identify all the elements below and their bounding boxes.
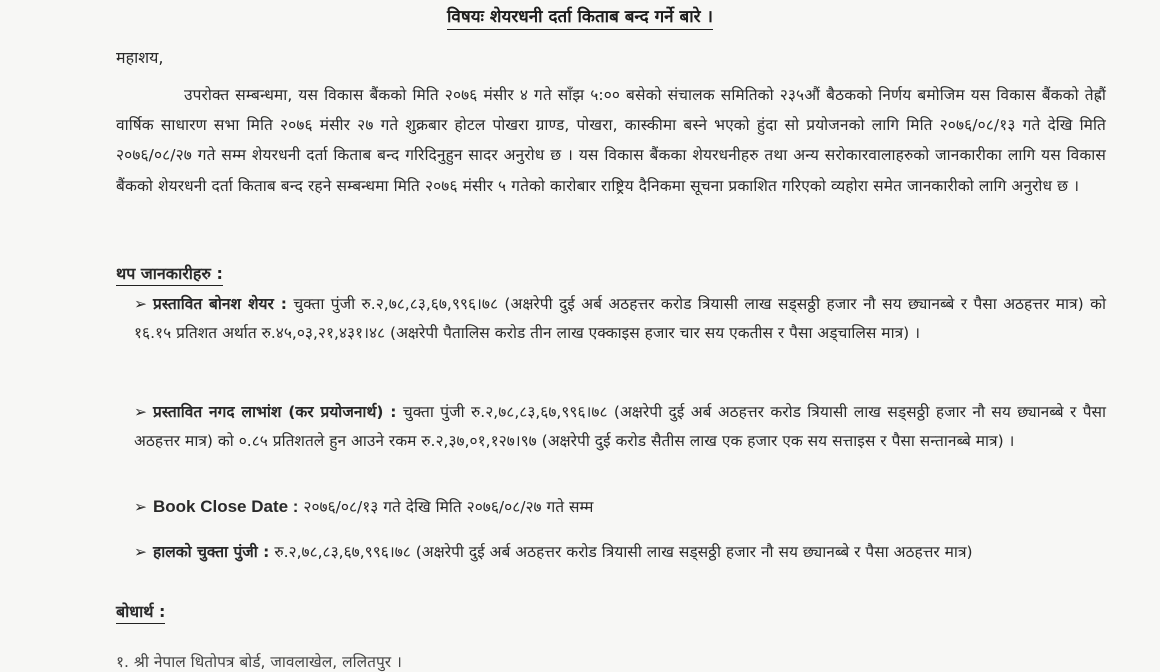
info-item-text: २०७६/०८/१३ गते देखि मिति २०७६/०८/२७ गते सम्म	[303, 498, 594, 516]
info-item-text: रु.२,७८,८३,६७,९९६।७८ (अक्षरेपी दुई अर्ब अठहत्तर करोड त्रियासी लाख सड्सठ्ठी हजार नौ सय छ्यानब्बे र पैसा अठहत्तर मात्र)	[274, 543, 973, 561]
arrow-bullet-icon: ➢	[134, 403, 147, 421]
arrow-bullet-icon: ➢	[134, 543, 147, 561]
cc-first-line: १. श्री नेपाल धितोपत्र बोर्ड, जावलाखेल, ललितपुर ।	[116, 653, 402, 671]
additional-info-heading: थप जानकारीहरु :	[116, 262, 223, 286]
arrow-bullet-icon: ➢	[134, 498, 147, 516]
info-item-paid-up-capital	[134, 538, 1106, 567]
letter-subject	[0, 4, 1160, 27]
info-item-book-close-date	[134, 492, 1106, 522]
info-item-label: हालको चुक्ता पुंजी :	[153, 543, 270, 561]
info-item-text: चुक्ता पुंजी रु.२,७८,८३,६७,९९६।७८ (अक्षरेपी दुई अर्ब अठहत्तर करोड त्रियासी लाख सड्सठ्ठी हजार नौ सय छ्यानब्बे र पैसा अठहत्तर मात्र) को १६.१५ प्रतिशत अर्थात रु.४५,०३,२१,४३१।४८ (अक्षरेपी पैतालिस करोड तीन लाख एक्काइस हजार चार सय एकतीस र पैसा अड्चालिस मात्र) ।	[134, 295, 1106, 342]
subject-text: विषयः शेयरधनी दर्ता किताब बन्द गर्ने बारे ।	[447, 7, 713, 30]
arrow-bullet-icon: ➢	[134, 295, 147, 313]
greeting: महाशय,	[116, 48, 164, 67]
info-item-label: प्रस्तावित नगद लाभांश (कर प्रयोजनार्थ) :	[153, 403, 397, 421]
info-item-label: Book Close Date :	[153, 497, 299, 516]
info-item-label: प्रस्तावित बोनश शेयर :	[153, 295, 287, 313]
cc-heading: बोधार्थ :	[116, 600, 165, 624]
body-paragraph: उपरोक्त सम्बन्धमा, यस विकास बैंकको मिति २०७६ मंसीर ४ गते साँझ ५:०० बसेको संचालक समितिको २३५औं बैठकको निर्णय बमोजिम यस विकास बैंकको तेह्रौं वार्षिक साधारण सभा मिति २०७६ मंसीर २७ गते शुक्रबार होटल पोखरा ग्राण्ड, पोखरा, कास्कीमा बस्ने भएको हुंदा सो प्रयोजनको लागि मिति २०७६/०८/१३ गते देखि मिति २०७६/०८/२७ गते सम्म शेयरधनी दर्ता किताब बन्द गरिदिनुहुन सादर अनुरोध छ । यस विकास बैंकका शेयरधनीहरु तथा अन्य सरोकारवालाहरुको जानकारीका लागि यस विकास बैंकको शेयरधनी दर्ता किताब बन्द रहने सम्बन्धमा मिति २०७६ मंसीर ५ गतेको कारोबार राष्ट्रिय दैनिकमा सूचना प्रकाशित गरिएको व्यहोरा समेत जानकारीको लागि अनुरोध छ ।	[116, 86, 1106, 195]
info-item-text: चुक्ता पुंजी रु.२,७८,८३,६७,९९६।७८ (अक्षरेपी दुई अर्ब अठहत्तर करोड त्रियासी लाख सड्सठ्ठी हजार नौ सय छ्यानब्बे र पैसा अठहत्तर मात्र) को ०.८५ प्रतिशतले हुन आउने रकम रु.२,३७,०१,१२७।९७ (अक्षरेपी दुई करोड सैतीस लाख एक हजार एक सय सत्ताइस र पैसा सन्तानब्बे मात्र) ।	[134, 403, 1106, 450]
info-item-cash-dividend	[134, 398, 1106, 456]
info-item-bonus-share	[134, 290, 1106, 348]
